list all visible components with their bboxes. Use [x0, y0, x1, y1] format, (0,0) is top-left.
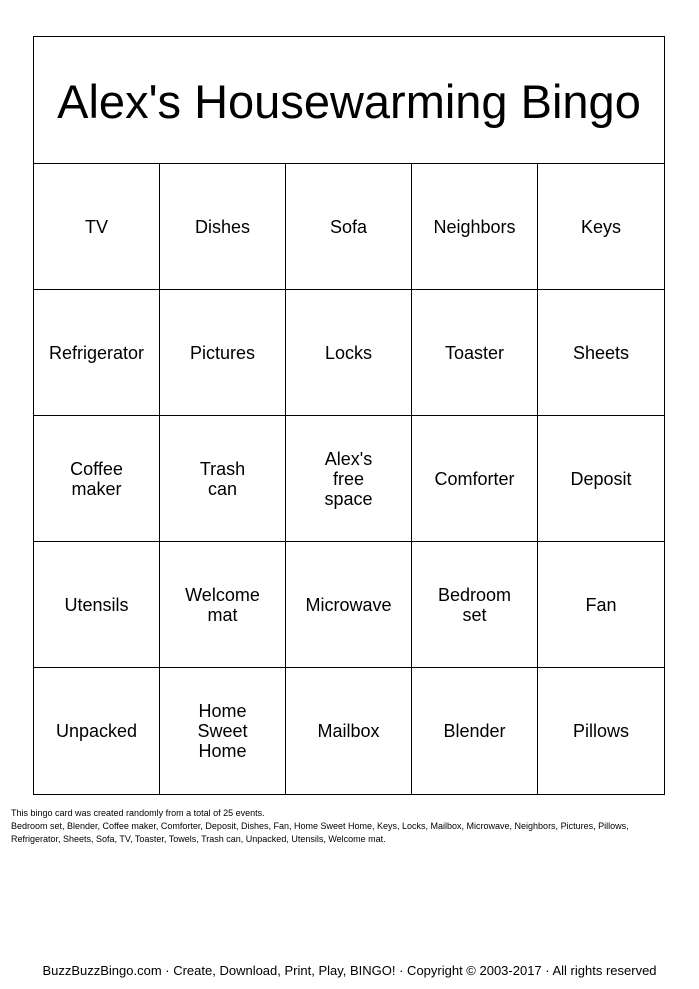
- bingo-cell-r2-c5: [538, 290, 664, 416]
- bingo-cell-r3-c5: [538, 416, 664, 542]
- bingo-cell-r1-c1: [34, 164, 160, 290]
- cell-label: Mailbox: [317, 721, 380, 741]
- bingo-cell-r3-c2: [160, 416, 286, 542]
- bingo-cell-r4-c2: [160, 542, 286, 668]
- footer-copyright: BuzzBuzzBingo.com · Create, Download, Print, Play, BINGO! · Copyright © 2003-2017 · All rights reserved: [42, 963, 657, 978]
- free-space-cell: [286, 416, 412, 542]
- cell-label: Dishes: [194, 216, 251, 237]
- bingo-cell-r5-c3: [286, 668, 412, 794]
- cell-label: Trash can: [199, 458, 246, 499]
- cell-label: Microwave: [305, 594, 392, 615]
- card-info-text: [11, 807, 691, 846]
- bingo-cell-r1-c5: [538, 164, 664, 290]
- cell-label: Refrigerator: [48, 342, 145, 363]
- cell-label: Utensils: [64, 594, 129, 615]
- bingo-card: [33, 36, 665, 795]
- bingo-cell-r1-c2: [160, 164, 286, 290]
- bingo-cell-r4-c4: [412, 542, 538, 668]
- cell-label: Pictures: [189, 342, 256, 363]
- bingo-cell-r5-c1: [34, 668, 160, 794]
- cell-label: Coffee maker: [70, 458, 123, 499]
- bingo-cell-r5-c2: [160, 668, 286, 794]
- cell-label: TV: [84, 216, 108, 237]
- info-line: This bingo card was created randomly from a total of 25 events.: [11, 808, 265, 818]
- bingo-cell-r4-c1: [34, 542, 160, 668]
- cell-label: Pillows: [572, 721, 629, 741]
- cell-label: Fan: [585, 594, 617, 615]
- bingo-cell-r2-c1: [34, 290, 160, 416]
- cell-label: Keys: [580, 216, 622, 237]
- cell-label: Sheets: [572, 342, 630, 363]
- bingo-cell-r5-c4: [412, 668, 538, 794]
- cell-label: Alex's free space: [324, 448, 373, 509]
- bingo-cell-r3-c1: [34, 416, 160, 542]
- bingo-cell-r4-c5: [538, 542, 664, 668]
- card-title: Alex's Housewarming Bingo: [57, 74, 641, 128]
- cell-label: Deposit: [570, 468, 632, 489]
- cell-label: Bedroom set: [437, 584, 512, 625]
- cell-label: Neighbors: [433, 216, 516, 237]
- cell-label: Comforter: [434, 468, 515, 489]
- cell-label: Home Sweet Home: [197, 701, 248, 761]
- cell-label: Welcome mat: [185, 584, 260, 625]
- cell-label: Unpacked: [55, 721, 138, 741]
- bingo-cell-r5-c5: [538, 668, 664, 794]
- cell-label: Locks: [324, 342, 373, 363]
- bingo-grid: [34, 164, 664, 794]
- bingo-cell-r2-c4: [412, 290, 538, 416]
- bingo-cell-r1-c3: [286, 164, 412, 290]
- cell-label: Blender: [443, 721, 506, 741]
- cell-label: Toaster: [444, 342, 505, 363]
- info-line: Refrigerator, Sheets, Sofa, TV, Toaster, Towels, Trash can, Unpacked, Utensils, Welcome mat.: [11, 834, 386, 844]
- cell-label: Sofa: [329, 216, 368, 237]
- bingo-cell-r2-c3: [286, 290, 412, 416]
- bingo-cell-r3-c4: [412, 416, 538, 542]
- title-box: [34, 37, 664, 164]
- bingo-cell-r4-c3: [286, 542, 412, 668]
- info-line: Bedroom set, Blender, Coffee maker, Comforter, Deposit, Dishes, Fan, Home Sweet Home, Keys, Locks, Mailbox, Microwave, Neighbors, Pictures, Pillows,: [11, 821, 629, 831]
- bingo-cell-r2-c2: [160, 290, 286, 416]
- bingo-cell-r1-c4: [412, 164, 538, 290]
